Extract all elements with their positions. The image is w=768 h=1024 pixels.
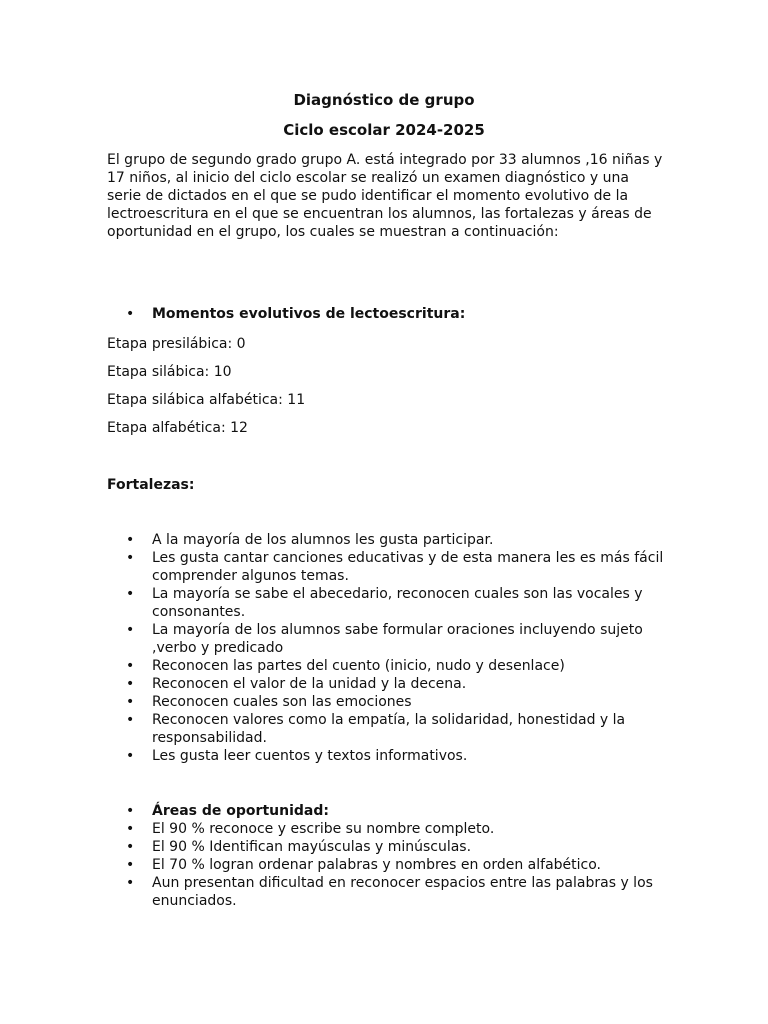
bullet-icon: • [126,694,135,710]
strength-text: Reconocen valores como la empatía, la solidaridad, honestidad y la responsabilidad. [152,712,626,746]
stage-silabica: Etapa silábica: 10 [107,364,232,380]
strength-text: Reconocen el valor de la unidad y la decena. [152,676,467,692]
stage-alfabetica: Etapa alfabética: 12 [107,420,248,436]
bullet-icon: • [126,622,135,638]
evolution-heading: Momentos evolutivos de lectoescritura: [152,306,466,322]
area-text: Aun presentan dificultad en reconocer espacios entre las palabras y los enunciados. [152,875,653,909]
list-item [107,820,667,838]
bullet-icon: • [126,875,135,891]
bullet-icon: • [126,306,135,322]
list-item [107,856,667,874]
stage-presilabica: Etapa presilábica: 0 [107,336,246,352]
list-item [107,531,667,549]
areas-list [107,802,667,910]
area-text: El 90 % reconoce y escribe su nombre completo. [152,821,495,837]
list-item [107,657,667,675]
list-item [107,585,667,621]
strength-text: Les gusta cantar canciones educativas y de esta manera les es más fácil comprender algunos temas. [152,550,664,584]
evolution-heading-item [107,305,465,323]
list-item [107,549,667,585]
list-item [107,693,667,711]
list-item [107,747,667,765]
strength-text: A la mayoría de los alumnos les gusta participar. [152,532,494,548]
list-item [107,675,667,693]
list-item [107,838,667,856]
evolution-heading-list [107,305,465,323]
list-item [107,621,667,657]
strength-text: Reconocen cuales son las emociones [152,694,412,710]
bullet-icon: • [126,803,135,819]
bullet-icon: • [126,532,135,548]
intro-paragraph: El grupo de segundo grado grupo A. está integrado por 33 alumnos ,16 niñas y 17 niños, al inicio del ciclo escolar se realizó un examen diagnóstico y una serie de dictados en el que se pudo identificar el momento evolutivo de la lectroescritura en el que se encuentran los alumnos, las fortalezas y áreas de oportunidad en el grupo, los cuales se muestran a continuación: [107,152,663,240]
document-title: Diagnóstico de grupo [293,91,475,109]
strengths-list [107,531,667,765]
strength-text: La mayoría de los alumnos sabe formular oraciones incluyendo sujeto ,verbo y predicado [152,622,643,656]
area-text: El 70 % logran ordenar palabras y nombres en orden alfabético. [152,857,601,873]
bullet-icon: • [126,748,135,764]
bullet-icon: • [126,821,135,837]
bullet-icon: • [126,586,135,602]
bullet-icon: • [126,712,135,728]
bullet-icon: • [126,658,135,674]
bullet-icon: • [126,857,135,873]
strength-text: La mayoría se sabe el abecedario, reconocen cuales son las vocales y consonantes. [152,586,643,620]
document-subtitle: Ciclo escolar 2024-2025 [283,121,485,139]
area-text: El 90 % Identifican mayúsculas y minúsculas. [152,839,472,855]
bullet-icon: • [126,839,135,855]
bullet-icon: • [126,550,135,566]
strength-text: Les gusta leer cuentos y textos informativos. [152,748,468,764]
areas-heading: Áreas de oportunidad: [152,803,329,819]
strength-text: Reconocen las partes del cuento (inicio, nudo y desenlace) [152,658,565,674]
list-item [107,874,667,910]
stage-silabica-alfabetica: Etapa silábica alfabética: 11 [107,392,306,408]
list-item [107,711,667,747]
bullet-icon: • [126,676,135,692]
areas-heading-item [107,802,667,820]
strengths-heading: Fortalezas: [107,477,195,493]
